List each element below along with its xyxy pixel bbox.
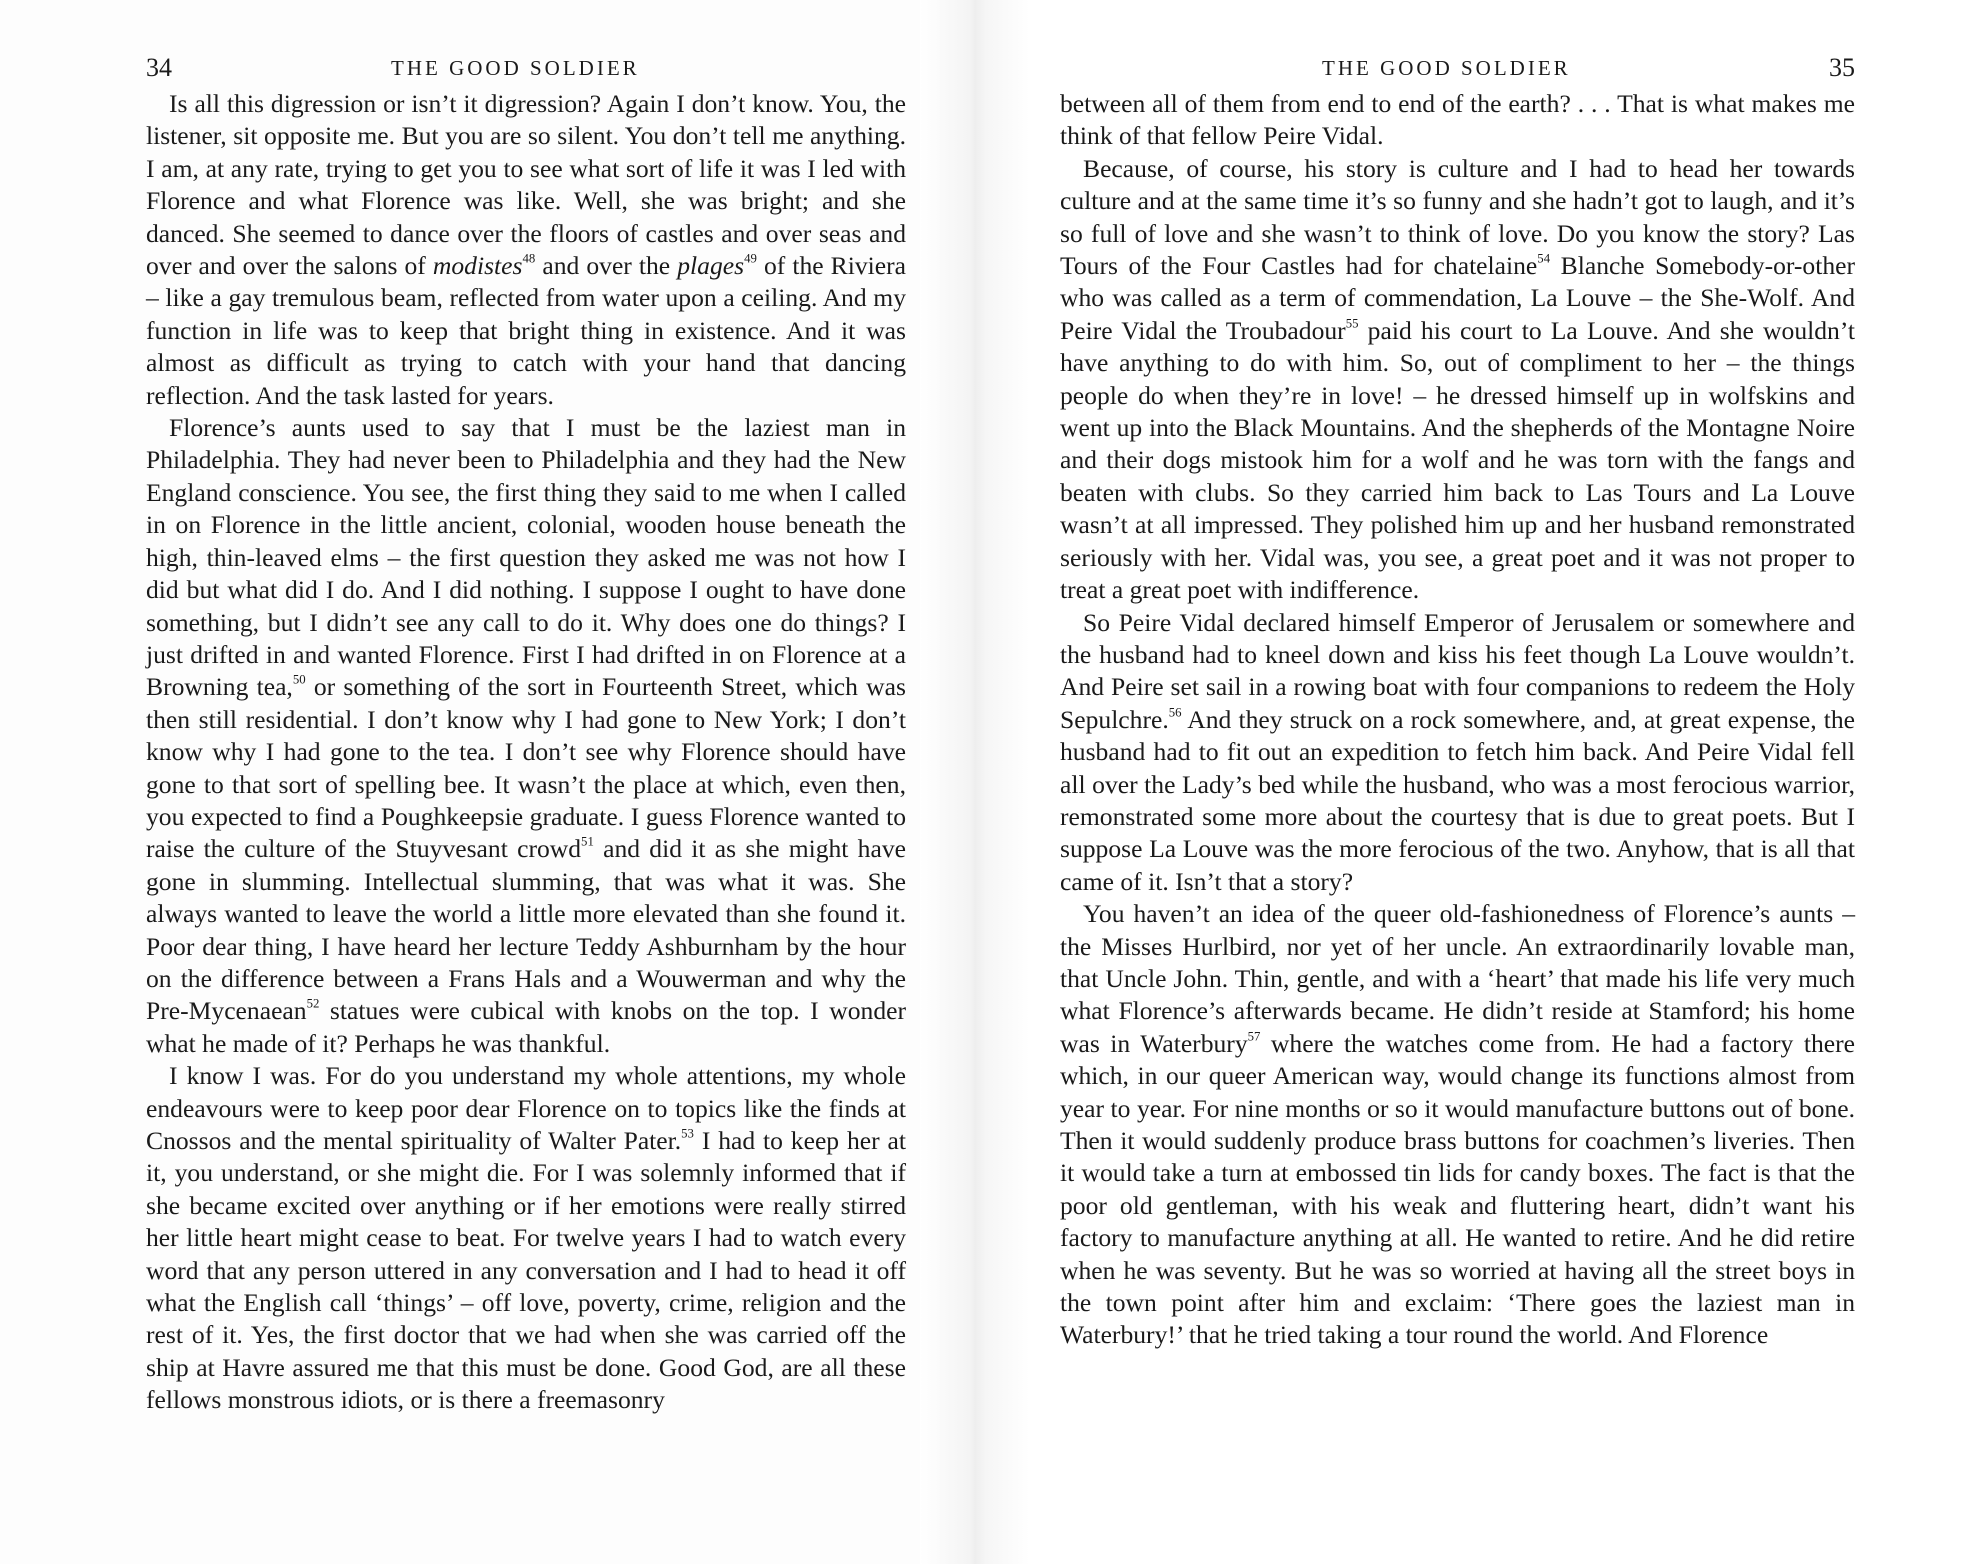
footnote-ref: 53 [681,1126,694,1141]
text-run: paid his court to La Louve. And she wouldn’t have anything to do with him. So, out of compliment to her – the things people do when they’re in love! – he dressed himself up in wolfskins and went up into the Black Mountains. And the shepherds of the Montagne Noire and their dogs mistook him for a wolf and he was torn with the fangs and beaten with clubs. So they carried him back to Las Tours and La Louve wasn’t at all impressed. They polished him up and her husband remonstrated seriously with her. Vidal was, you see, a great poet and it was not proper to treat a great poet with indifference. [1060,315,1855,605]
paragraph [1060,607,1855,899]
footnote-ref: 55 [1345,316,1359,331]
footnote-ref: 57 [1247,1029,1261,1044]
paragraph [1060,898,1855,1352]
footnote-ref: 52 [306,996,320,1011]
text-run: between all of them from end to end of the earth? . . . That is what makes me think of that fellow Peire Vidal. [1060,89,1855,151]
paragraph [146,1060,906,1416]
italic-text: modistes [432,251,523,281]
text-run: And they struck on a rock somewhere, and, at great expense, the husband had to fit out an expedition to fetch him back. And Peire Vidal fell all over the Lady’s bed while the husband, who was a most ferocious warrior, remonstrated some more about the courtesy that is due to great poets. But I suppose La Louve was the more ferocious of the two. Anyhow, that is all that came of it. Isn’t that a story? [1060,704,1855,896]
text-run: Florence’s aunts used to say that I must be the laziest man in Philadelphia. They had never been to Philadelphia and they had the New England conscience. You see, the first thing they said to me when I called in on Florence in the little ancient, colonial, wooden house beneath the high, thin-leaved elms – the first question they asked me was not how I did but what did I do. And I did nothing. I suppose I ought to have done something, but I didn’t see any call to do it. Why does one do things? I just drifted in and wanted Florence. First I had drifted in on Florence at a Browning tea, [146,413,906,702]
text-run: I had to keep her at it, you understand, or she might die. For I was solemnly informed that if she became excited over anything or if her emotions were really stirred her little heart might cease to beat. For twelve years I had to watch every word that any person uttered in any conversation and I had to head it off what the English call ‘things’ – off love, poverty, crime, religion and the rest of it. Yes, the first doctor that we had when she was carried off the ship at Havre assured me that this must be done. Good God, are all these fellows monstrous idiots, or is there a freemasonry [146,1126,906,1415]
text-run: and did it as she might have gone in slumming. Intellectual slumming, that was what it was. She always wanted to leave the world a little more elevated than she found it. Poor dear thing, I have heard her lecture Teddy Ashburnham by the hour on the difference between a Frans Hals and a Wouwerman and why the Pre-Mycenaean [146,834,906,1026]
text-run: of the Riviera – like a gay tremulous beam, reflected from water upon a ceiling. And my function in life was to keep that bright thing in existence. And it was almost as difficult as trying to catch with your hand that dancing reflection. And the task lasted for years. [146,251,906,410]
footnote-ref: 56 [1168,705,1182,720]
paragraph [146,88,906,412]
left-page-number: 34 [146,53,172,82]
text-run: So Peire Vidal declared himself Emperor of Jerusalem or somewhere and the husband had to kneel down and kiss his feet though La Louve wouldn’t. And Peire set sail in a rowing boat with four companions to redeem the Holy Sepulchre. [1060,607,1855,734]
text-run: Is all this digression or isn’t it digression? Again I don’t know. You, the listener, sit opposite me. But you are so silent. You don’t tell me anything. I am, at any rate, trying to get you to see what sort of life it was I led with Florence and what Florence was like. Well, she was bright; and she danced. She seemed to dance over the floors of castles and over seas and over and over the salons of [146,89,906,281]
text-run: and over the [535,251,678,281]
footnote-ref: 49 [744,251,757,266]
text-run: where the watches come from. He had a factory there which, in our queer American way, would change its functions almost from year to year. For nine months or so it would manufacture buttons out of bone. Then it would suddenly produce brass buttons for coachmen’s liveries. Then it would take a turn at embossed tin lids for candy boxes. The fact is that the poor old gentleman, with his weak and fluttering heart, didn’t want his factory to manufacture anything at all. He wanted to retire. And he did retire when he was seventy. But he was so worried at having all the street boys in the town point after him and exclaim: ‘There goes the laziest man in Waterbury!’ that he tried taking a tour round the world. And Florence [1060,1028,1855,1350]
text-run: statues were cubical with knobs on the top. I wonder what he made of it? Perhaps he was thankful. [146,996,906,1058]
footnote-ref: 54 [1537,251,1551,266]
paragraph [146,412,906,1060]
text-run: or something of the sort in Fourteenth Street, which was then still residential. I don’t know why I had gone to New York; I don’t know why I had gone to the tea. I don’t see why Florence should have gone to that sort of spelling bee. It wasn’t the place at which, even then, you expected to find a Poughkeepsie graduate. I guess Florence wanted to raise the culture of the Stuyvesant crowd [146,672,906,864]
left-running-head: THE GOOD SOLDIER [391,56,640,80]
paragraph [1060,88,1855,153]
italic-text: plages [677,251,745,281]
book-gutter [920,0,1030,1564]
right-page-body [1060,88,1855,1352]
left-page-header [146,48,906,88]
left-page-body [146,88,906,1417]
right-running-head: THE GOOD SOLDIER [1322,56,1571,80]
text-run: I know I was. For do you understand my whole attentions, my whole endeavours were to keep poor dear Florence on to topics like the finds at Cnossos and the mental spirituality of Walter Pater. [146,1061,906,1155]
right-page-header [1060,48,1855,88]
right-page-number: 35 [1829,53,1855,82]
paragraph [1060,153,1855,607]
text-run: Blanche Somebody-or-other who was called as a term of commendation, La Louve – the She-Wolf. And Peire Vidal the Troubadour [1060,251,1856,345]
footnote-ref: 50 [292,672,306,687]
text-run: Because, of course, his story is culture and I had to head her towards culture and at the same time it’s so funny and she hadn’t got to laugh, and it’s so full of love and she wasn’t to think of love. Do you know the story? Las Tours of the Four Castles had for chatelaine [1060,153,1855,281]
footnote-ref: 51 [581,834,594,849]
text-run: You haven’t an idea of the queer old-fashionedness of Florence’s aunts – the Misses Hurlbird, nor yet of her uncle. An extraordinarily lovable man, that Uncle John. Thin, gentle, and with a ‘heart’ that made his life very much what Florence’s afterwards became. He didn’t reside at Stamford; his home was in Waterbury [1060,899,1855,1058]
footnote-ref: 48 [522,251,536,266]
